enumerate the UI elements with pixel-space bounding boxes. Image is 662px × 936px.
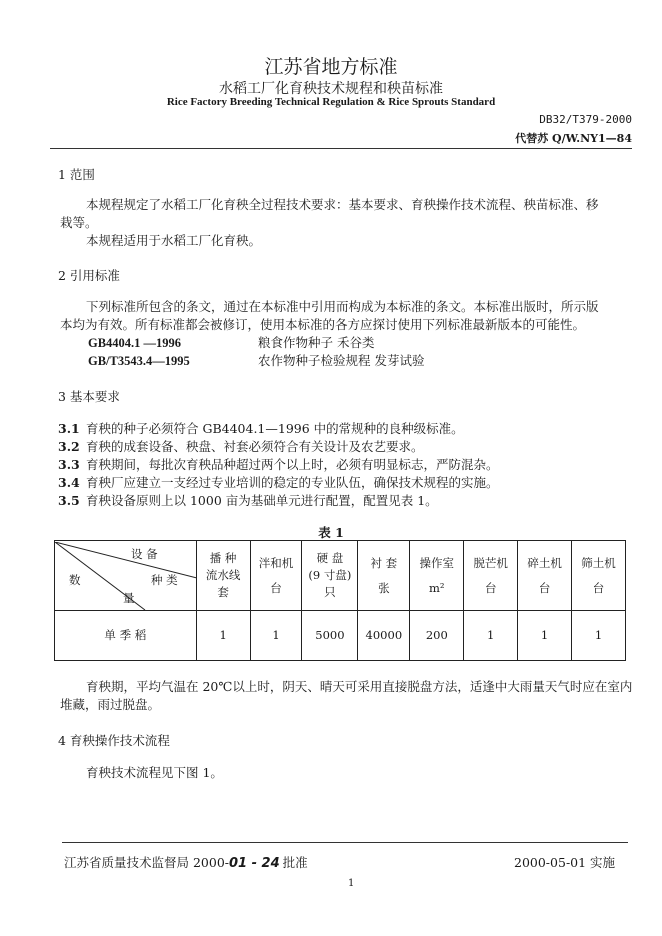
section-3-heading: 3 基本要求 bbox=[58, 389, 120, 404]
ref-1-name: 粮食作物种子 禾谷类 bbox=[258, 335, 375, 350]
item-3-2-text: 育秧的成套设备、秧盘、衬套必须符合有关设计及农艺要求。 bbox=[86, 439, 424, 454]
section-1-para-2: 本规程适用于水稻工厂化育秧。 bbox=[86, 233, 262, 248]
section-1-para-1-line-1: 本规程规定了水稻工厂化育秧全过程技术要求：基本要求、育秧操作技术流程、秧苗标准、移 bbox=[86, 197, 599, 212]
ref-2-code: GB/T3543.4—1995 bbox=[88, 354, 190, 368]
col-header-liner: 衬 套 张 bbox=[358, 541, 410, 611]
col-header-mixer: 泮和机 台 bbox=[250, 541, 302, 611]
footer-handwritten-date: 01 - 24 bbox=[229, 856, 280, 871]
section-2-para-line-1: 下列标准所包含的条文，通过在本标准中引用而构成为本标准的条文。本标准出版时，所示版 bbox=[86, 299, 599, 314]
cell-awn-remover: 1 bbox=[464, 611, 518, 661]
row-label-single-season-rice: 单 季 稻 bbox=[55, 611, 197, 661]
col-header-operation-room: 操作室 m² bbox=[410, 541, 464, 611]
after-table-line-1: 育秧期，平均气温在 20℃以上时，阴天、晴天可采用直接脱盘方法，适逢中大雨量天气时应在室内 bbox=[86, 679, 633, 694]
table-1-caption: 表 1 bbox=[318, 525, 344, 540]
item-3-1-num: 3.1 bbox=[58, 421, 80, 436]
ref-2-name: 农作物种子检验规程 发芽试验 bbox=[258, 353, 425, 368]
cell-soil-sifter: 1 bbox=[572, 611, 626, 661]
item-3-4-text: 育秧厂应建立一支经过专业培训的稳定的专业队伍，确保技术规程的实施。 bbox=[86, 475, 499, 490]
standard-code: DB32/T379-2000 bbox=[539, 113, 632, 126]
section-4-para: 育秧技术流程见下图 1。 bbox=[86, 765, 223, 780]
section-4-heading: 4 育秧操作技术流程 bbox=[58, 733, 170, 748]
corner-qty-label-2: 量 bbox=[123, 590, 135, 605]
item-3-3-num: 3.3 bbox=[58, 457, 80, 472]
col-header-awn-remover: 脱芒机 台 bbox=[464, 541, 518, 611]
footer-issuer-text: 江苏省质量技术监督局 2000- bbox=[64, 855, 230, 870]
table-corner-cell bbox=[55, 541, 197, 611]
table-row bbox=[55, 611, 626, 661]
cell-operation-room: 200 bbox=[410, 611, 464, 661]
item-3-4-num: 3.4 bbox=[58, 475, 80, 490]
corner-equipment-label: 设 备 bbox=[131, 546, 158, 561]
cell-soil-crusher: 1 bbox=[518, 611, 572, 661]
section-2-heading: 2 引用标准 bbox=[58, 268, 120, 283]
page-number: 1 bbox=[348, 878, 355, 889]
table-header-row bbox=[55, 541, 626, 611]
col-header-soil-sifter: 筛土机 台 bbox=[572, 541, 626, 611]
header-rule bbox=[50, 148, 632, 149]
after-table-line-2: 堆藏，雨过脱盘。 bbox=[60, 697, 161, 712]
doc-title: 江苏省地方标准 bbox=[264, 56, 398, 78]
equipment-table bbox=[54, 540, 626, 661]
cell-seeder: 1 bbox=[196, 611, 250, 661]
footer-approve-text: 批准 bbox=[282, 855, 308, 870]
item-3-5-num: 3.5 bbox=[58, 493, 80, 508]
corner-qty-label-1: 数 bbox=[69, 572, 81, 587]
footer-implement-date: 2000-05-01 实施 bbox=[514, 855, 616, 870]
footer-rule bbox=[62, 842, 628, 843]
item-3-5-text: 育秧设备原则上以 1000 亩为基础单元进行配置，配置见表 1。 bbox=[86, 493, 438, 508]
item-3-3-text: 育秧期间，每批次育秧品种超过两个以上时，必须有明显标志，严防混杂。 bbox=[86, 457, 499, 472]
col-header-hard-tray: 硬 盘 (9 寸盘) 只 bbox=[302, 541, 358, 611]
doc-english-title: Rice Factory Breeding Technical Regulation & Rice Sprouts Standard bbox=[166, 96, 496, 108]
col-header-seeder: 播 种 流水线 套 bbox=[196, 541, 250, 611]
cell-hard-tray: 5000 bbox=[302, 611, 358, 661]
item-3-2-num: 3.2 bbox=[58, 439, 80, 454]
ref-1-code: GB4404.1 —1996 bbox=[88, 336, 182, 350]
doc-subtitle: 水稻工厂化育秧技术规程和秧苗标准 bbox=[219, 81, 443, 97]
item-3-1-text: 育秧的种子必须符合 GB4404.1—1996 中的常规种的良种级标准。 bbox=[86, 421, 464, 436]
corner-kind-label: 种 类 bbox=[151, 572, 178, 587]
col-header-soil-crusher: 碎土机 台 bbox=[518, 541, 572, 611]
section-1-heading: 1 范围 bbox=[58, 167, 95, 182]
footer-issuer bbox=[64, 853, 308, 871]
section-2-para-line-2: 本均为有效。所有标准都会被修订，使用本标准的各方应探讨使用下列标准最新版本的可能性。 bbox=[60, 317, 586, 332]
section-1-para-1-line-2: 栽等。 bbox=[60, 215, 98, 230]
replaces-code: 代替苏 Q/W.NY1—84 bbox=[515, 132, 632, 145]
cell-liner: 40000 bbox=[358, 611, 410, 661]
cell-mixer: 1 bbox=[250, 611, 302, 661]
